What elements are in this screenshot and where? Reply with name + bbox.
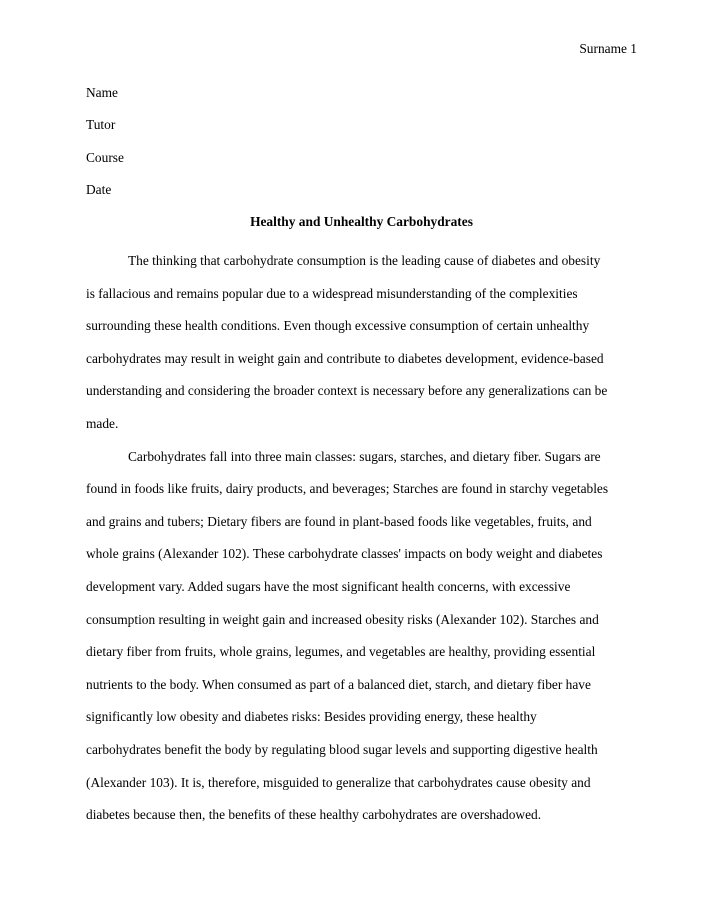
paragraph-line: is fallacious and remains popular due to a widespread misunderstanding of the complexities bbox=[86, 285, 578, 301]
course-name: Course bbox=[86, 150, 124, 165]
student-name: Name bbox=[86, 85, 118, 100]
paragraph-line: (Alexander 103). It is, therefore, misguided to generalize that carbohydrates cause obesity and bbox=[86, 774, 591, 790]
paragraph-line: consumption resulting in weight gain and increased obesity risks (Alexander 102). Starches and bbox=[86, 611, 599, 627]
document-body bbox=[86, 245, 638, 832]
paragraph-line: Carbohydrates fall into three main classes: sugars, starches, and dietary fiber. Sugars are bbox=[128, 448, 601, 464]
paragraph-2 bbox=[86, 441, 638, 832]
paragraph-line: found in foods like fruits, dairy products, and beverages; Starches are found in starchy vegetables bbox=[86, 481, 609, 497]
paragraph-line: understanding and considering the broader context is necessary before any generalizations can be bbox=[86, 383, 608, 399]
paragraph-line: development vary. Added sugars have the most significant health concerns, with excessive bbox=[86, 578, 571, 594]
paragraph-line: whole grains (Alexander 102). These carbohydrate classes' impacts on body weight and diabetes bbox=[86, 546, 603, 562]
paragraph-line: made. bbox=[86, 415, 119, 431]
paragraph-line: The thinking that carbohydrate consumption is the leading cause of diabetes and obesity bbox=[128, 253, 601, 268]
paragraph-line: carbohydrates benefit the body by regulating blood sugar levels and supporting digestive health bbox=[86, 741, 598, 757]
tutor-name: Tutor bbox=[86, 117, 116, 132]
paragraph-line: and grains and tubers; Dietary fibers are found in plant-based foods like vegetables, fruits, and bbox=[86, 513, 592, 529]
document-title: Healthy and Unhealthy Carbohydrates bbox=[250, 214, 473, 229]
paragraph-line: significantly low obesity and diabetes risks: Besides providing energy, these healthy bbox=[86, 709, 537, 725]
paragraph-line: surrounding these health conditions. Even though excessive consumption of certain unhealthy bbox=[86, 318, 590, 334]
paragraph-line: diabetes because then, the benefits of these healthy carbohydrates are overshadowed. bbox=[86, 807, 542, 823]
date: Date bbox=[86, 182, 112, 197]
paragraph-line: carbohydrates may result in weight gain and contribute to diabetes development, evidence-based bbox=[86, 350, 604, 366]
paragraph-1 bbox=[86, 245, 638, 441]
paragraph-line: dietary fiber from fruits, whole grains, legumes, and vegetables are healthy, providing essential bbox=[86, 644, 596, 660]
paragraph-line: nutrients to the body. When consumed as part of a balanced diet, starch, and dietary fiber have bbox=[86, 676, 591, 692]
running-header: Surname 1 bbox=[579, 41, 637, 56]
